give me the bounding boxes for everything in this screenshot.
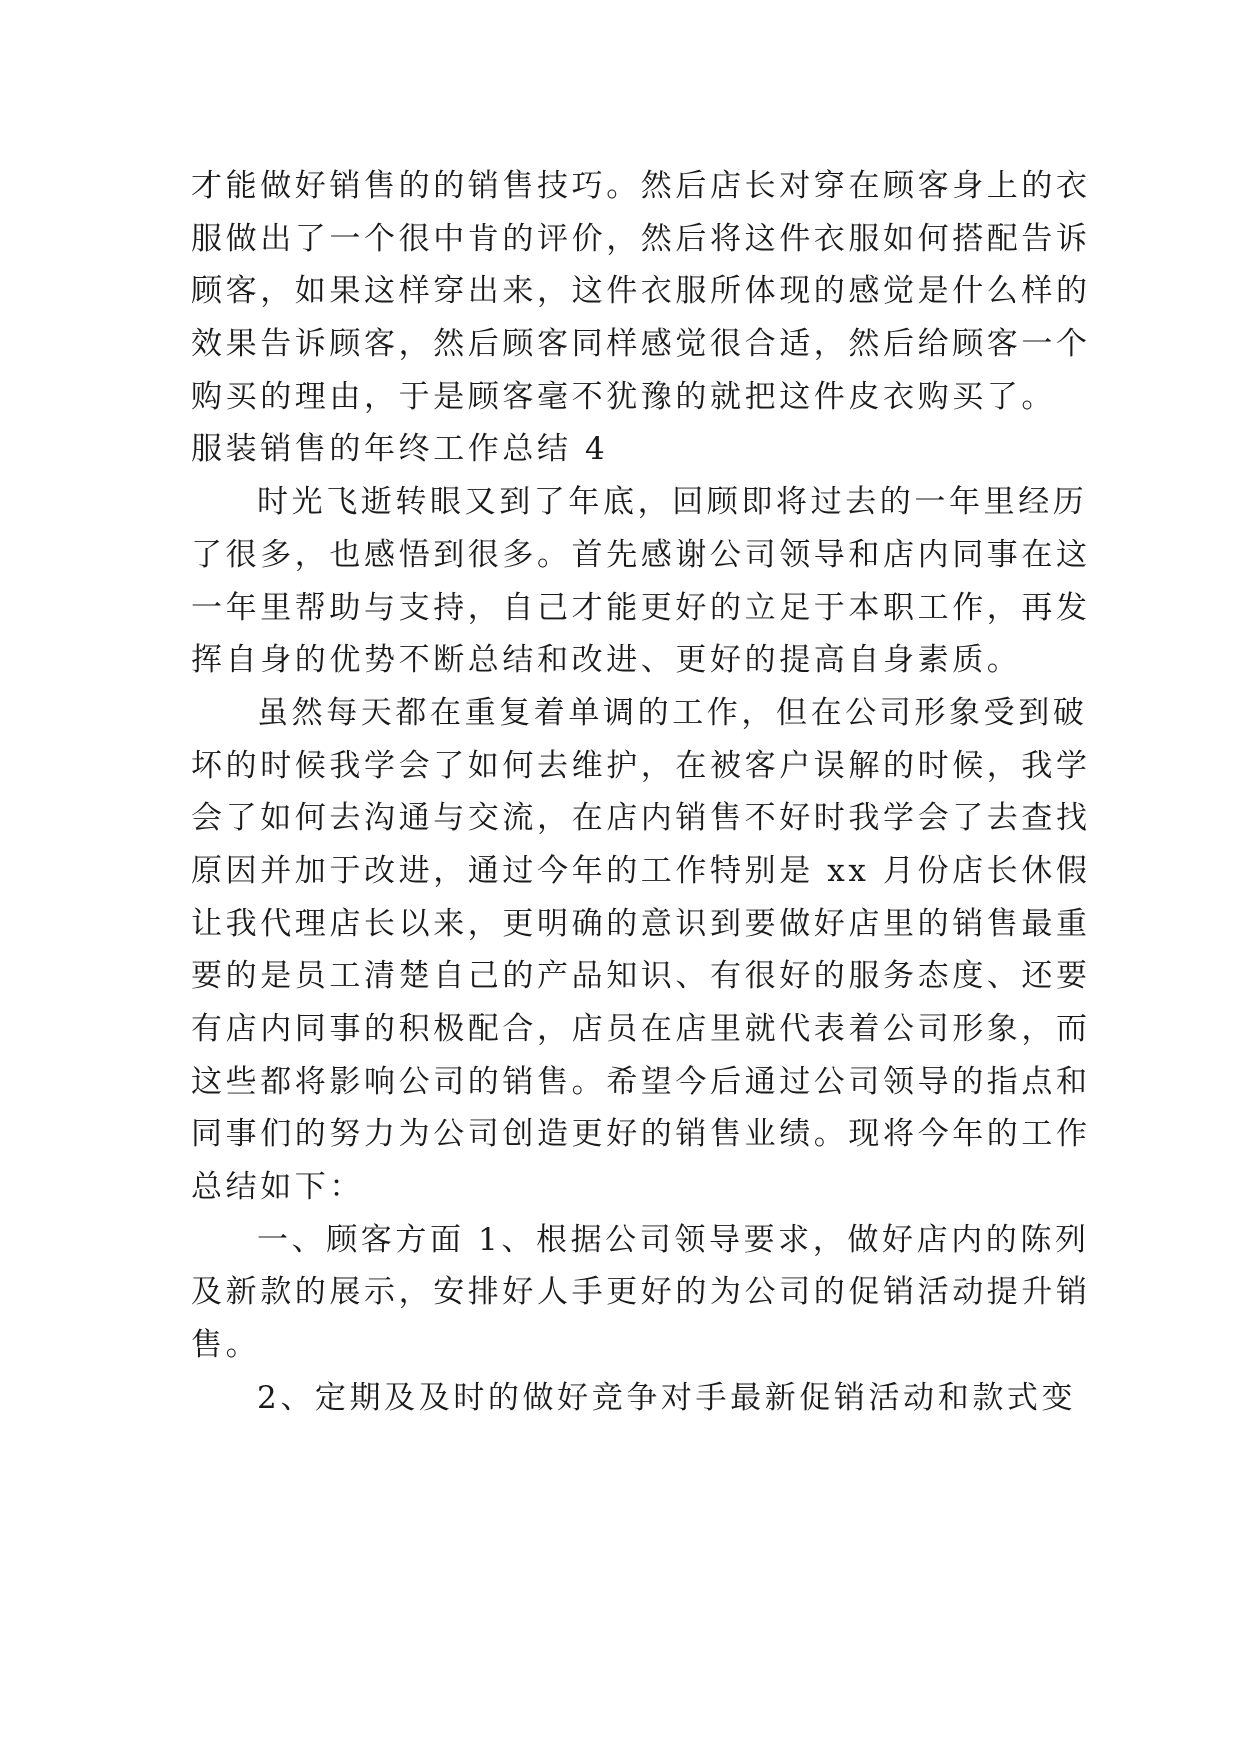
paragraph-first-line: 2、定期及及时的做好竞争对手最新促销活动和款式变 <box>257 1379 1077 1416</box>
text-line: 售。 <box>191 1327 261 1364</box>
text-line: 同事们的努力为公司创造更好的销售业绩。现将今年的工作 <box>191 1116 1091 1153</box>
document-body <box>191 160 1091 1425</box>
text-line: 让我代理店长以来，更明确的意识到要做好店里的销售最重 <box>191 905 1091 942</box>
text-line: 购买的理由，于是顾客毫不犹豫的就把这件皮衣购买了。 <box>191 378 1056 415</box>
text-line: 有店内同事的积极配合，店员在店里就代表着公司形象，而 <box>191 1011 1091 1047</box>
paragraph-first-line: 一、顾客方面 1、根据公司领导要求，做好店内的陈列 <box>257 1221 1090 1258</box>
text-line: 要的是员工清楚自己的产品知识、有很好的服务态度、还要 <box>191 958 1091 995</box>
text-line: 及新款的展示，安排好人手更好的为公司的促销活动提升销 <box>191 1274 1091 1311</box>
text-line: 效果告诉顾客，然后顾客同样感觉很合适，然后给顾客一个 <box>191 326 1091 363</box>
paragraph-first-line: 时光飞逝转眼又到了年底，回顾即将过去的一年里经历 <box>257 484 1088 521</box>
text-line: 才能做好销售的的销售技巧。然后店长对穿在顾客身上的衣 <box>191 168 1091 204</box>
text-line: 总结如下： <box>191 1169 364 1206</box>
text-line: 会了如何去沟通与交流，在店内销售不好时我学会了去查找 <box>191 800 1091 837</box>
text-line: 顾客，如果这样穿出来，这件衣服所体现的感觉是什么样的 <box>191 273 1091 310</box>
section-heading: 服装销售的年终工作总结 4 <box>191 431 609 468</box>
text-line: 一年里帮助与支持，自己才能更好的立足于本职工作，再发 <box>191 589 1091 626</box>
text-line: 挥自身的优势不断总结和改进、更好的提高自身素质。 <box>191 642 1022 679</box>
text-line: 原因并加于改进，通过今年的工作特别是 xx 月份店长休假 <box>191 852 1091 889</box>
text-line: 这些都将影响公司的销售。希望今后通过公司领导的指点和 <box>191 1063 1091 1100</box>
text-line: 坏的时候我学会了如何去维护，在被客户误解的时候，我学 <box>191 747 1091 784</box>
paragraph-first-line: 虽然每天都在重复着单调的工作，但在公司形象受到破 <box>257 694 1088 731</box>
text-line: 了很多，也感悟到很多。首先感谢公司领导和店内同事在这 <box>191 536 1091 573</box>
text-line: 服做出了一个很中肯的评价，然后将这件衣服如何搭配告诉 <box>191 220 1091 257</box>
